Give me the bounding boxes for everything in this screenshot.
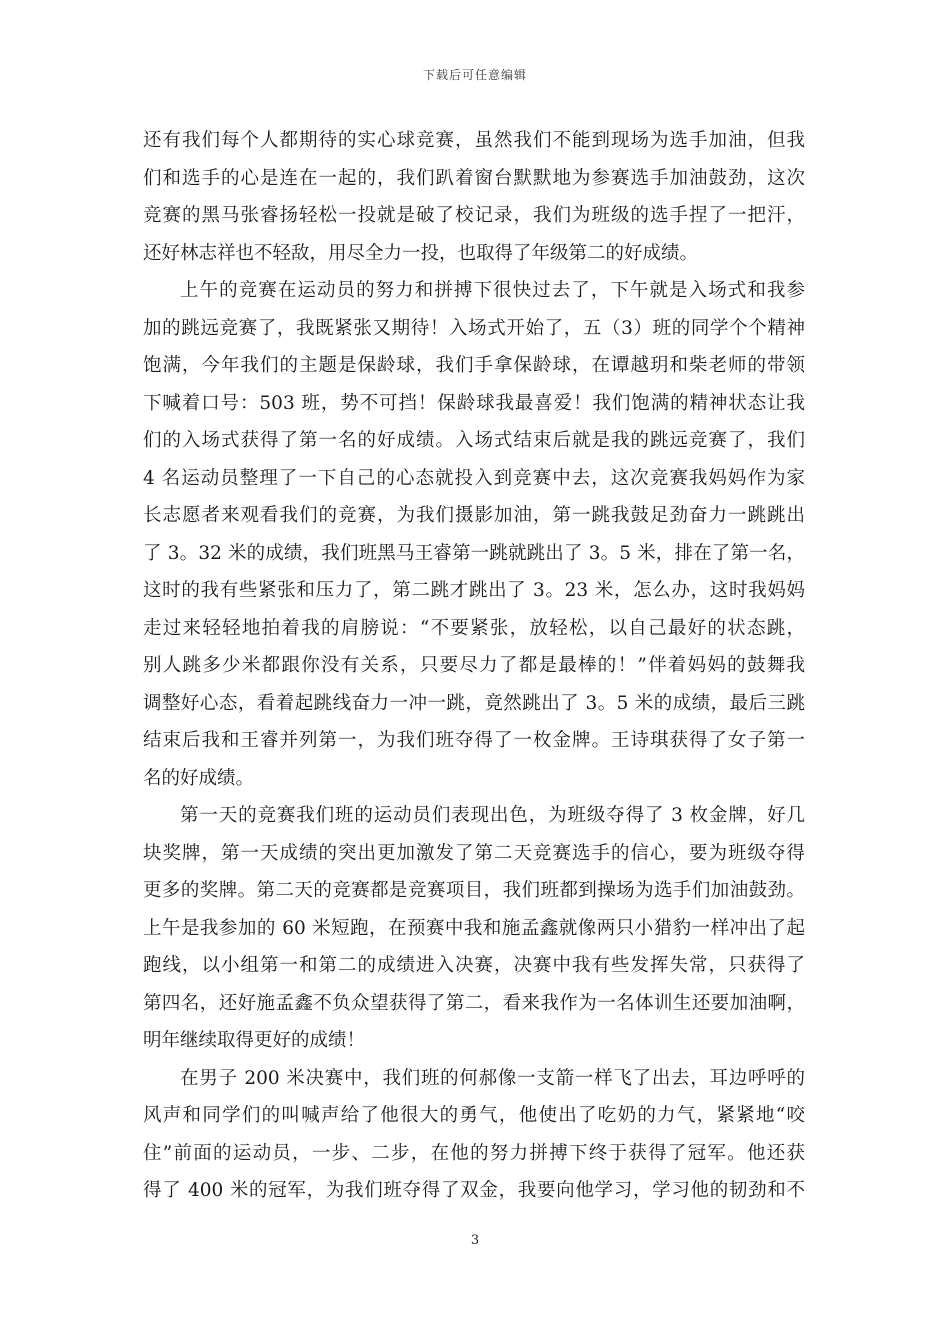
- text-line: 长志愿者来观看我们的竞赛，为我们摄影加油，第一跳我鼓足劲奋力一跳跳出: [143, 505, 805, 526]
- text-line: 们和选手的心是连在一起的，我们趴着窗台默默地为参赛选手加油鼓劲，这次: [143, 167, 805, 189]
- text-line: 住”前面的运动员，一步、二步，在他的努力拼搏下终于获得了冠军。他还获: [143, 1142, 805, 1164]
- text-line: 明年继续取得更好的成绩！: [143, 1030, 366, 1051]
- paragraph: [143, 272, 805, 797]
- text-line: 更多的奖牌。第二天的竞赛都是竞赛项目，我们班都到操场为选手们加油鼓劲。: [143, 880, 805, 901]
- text-line: 还有我们每个人都期待的实心球竞赛，虽然我们不能到现场为选手加油，但我: [143, 130, 805, 151]
- text-line: 上午的竞赛在运动员的努力和拼搏下很快过去了，下午就是入场式和我参: [180, 280, 805, 301]
- text-line: 饱满，今年我们的主题是保龄球，我们手拿保龄球，在谭越玥和柴老师的带领: [143, 355, 805, 376]
- page-header: 下载后可任意编辑: [422, 68, 527, 82]
- text-line: 下喊着口号：503 班，势不可挡！保龄球我最喜爱！我们饱满的精神状态让我: [143, 392, 805, 414]
- document-body: [143, 122, 805, 1210]
- text-line: 块奖牌，第一天成绩的突出更加激发了第二天竞赛选手的信心，要为班级夺得: [143, 842, 805, 864]
- text-line: 别人跳多少米都跟你没有关系，只要尽力了都是最棒的！”伴着妈妈的鼓舞我: [143, 655, 805, 676]
- text-line: 竞赛的黑马张睿扬轻松一投就是破了校记录，我们为班级的选手捏了一把汗，: [143, 205, 805, 226]
- text-line: 名的好成绩。: [143, 767, 255, 789]
- text-line: 了 3。32 米的成绩，我们班黑马王睿第一跳就跳出了 3。5 米，排在了第一名，: [143, 542, 805, 564]
- text-line: 跑线，以小组第一和第二的成绩进入决赛，决赛中我有些发挥失常，只获得了: [143, 955, 805, 976]
- text-line: 加的跳远竞赛了，我既紧张又期待！入场式开始了，五（3）班的同学个个精神: [143, 317, 805, 339]
- paragraph: [143, 122, 805, 272]
- text-line: 第四名，还好施孟鑫不负众望获得了第二，看来我作为一名体训生还要加油啊，: [143, 992, 805, 1014]
- text-line: 上午是我参加的 60 米短跑，在预赛中我和施孟鑫就像两只小猎豹一样冲出了起: [143, 917, 805, 939]
- text-line: 调整好心态，看着起跳线奋力一冲一跳，竟然跳出了 3。5 米的成绩，最后三跳: [143, 692, 805, 714]
- text-line: 这时的我有些紧张和压力了，第二跳才跳出了 3。23 米，怎么办，这时我妈妈: [143, 580, 805, 601]
- text-line: 们的入场式获得了第一名的好成绩。入场式结束后就是我的跳远竞赛了，我们: [143, 430, 805, 451]
- text-line: 在男子 200 米决赛中，我们班的何郝像一支箭一样飞了出去，耳边呼呼的: [180, 1067, 805, 1089]
- page-number: 3: [470, 1233, 480, 1248]
- text-line: 还好林志祥也不轻敌，用尽全力一投，也取得了年级第二的好成绩。: [143, 242, 699, 264]
- text-line: 风声和同学们的叫喊声给了他很大的勇气，他使出了吃奶的力气，紧紧地“咬: [143, 1105, 805, 1126]
- paragraph: [143, 1060, 805, 1210]
- paragraph: [143, 797, 805, 1060]
- text-line: 4 名运动员整理了一下自己的心态就投入到竞赛中去，这次竞赛我妈妈作为家: [143, 467, 805, 489]
- text-line: 第一天的竞赛我们班的运动员们表现出色，为班级夺得了 3 枚金牌，好几: [180, 805, 805, 826]
- text-line: 结束后我和王睿并列第一，为我们班夺得了一枚金牌。王诗琪获得了女子第一: [143, 730, 805, 751]
- text-line: 得了 400 米的冠军，为我们班夺得了双金，我要向他学习，学习他的韧劲和不: [143, 1180, 805, 1201]
- text-line: 走过来轻轻地拍着我的肩膀说：“不要紧张，放轻松，以自己最好的状态跳，: [143, 617, 805, 639]
